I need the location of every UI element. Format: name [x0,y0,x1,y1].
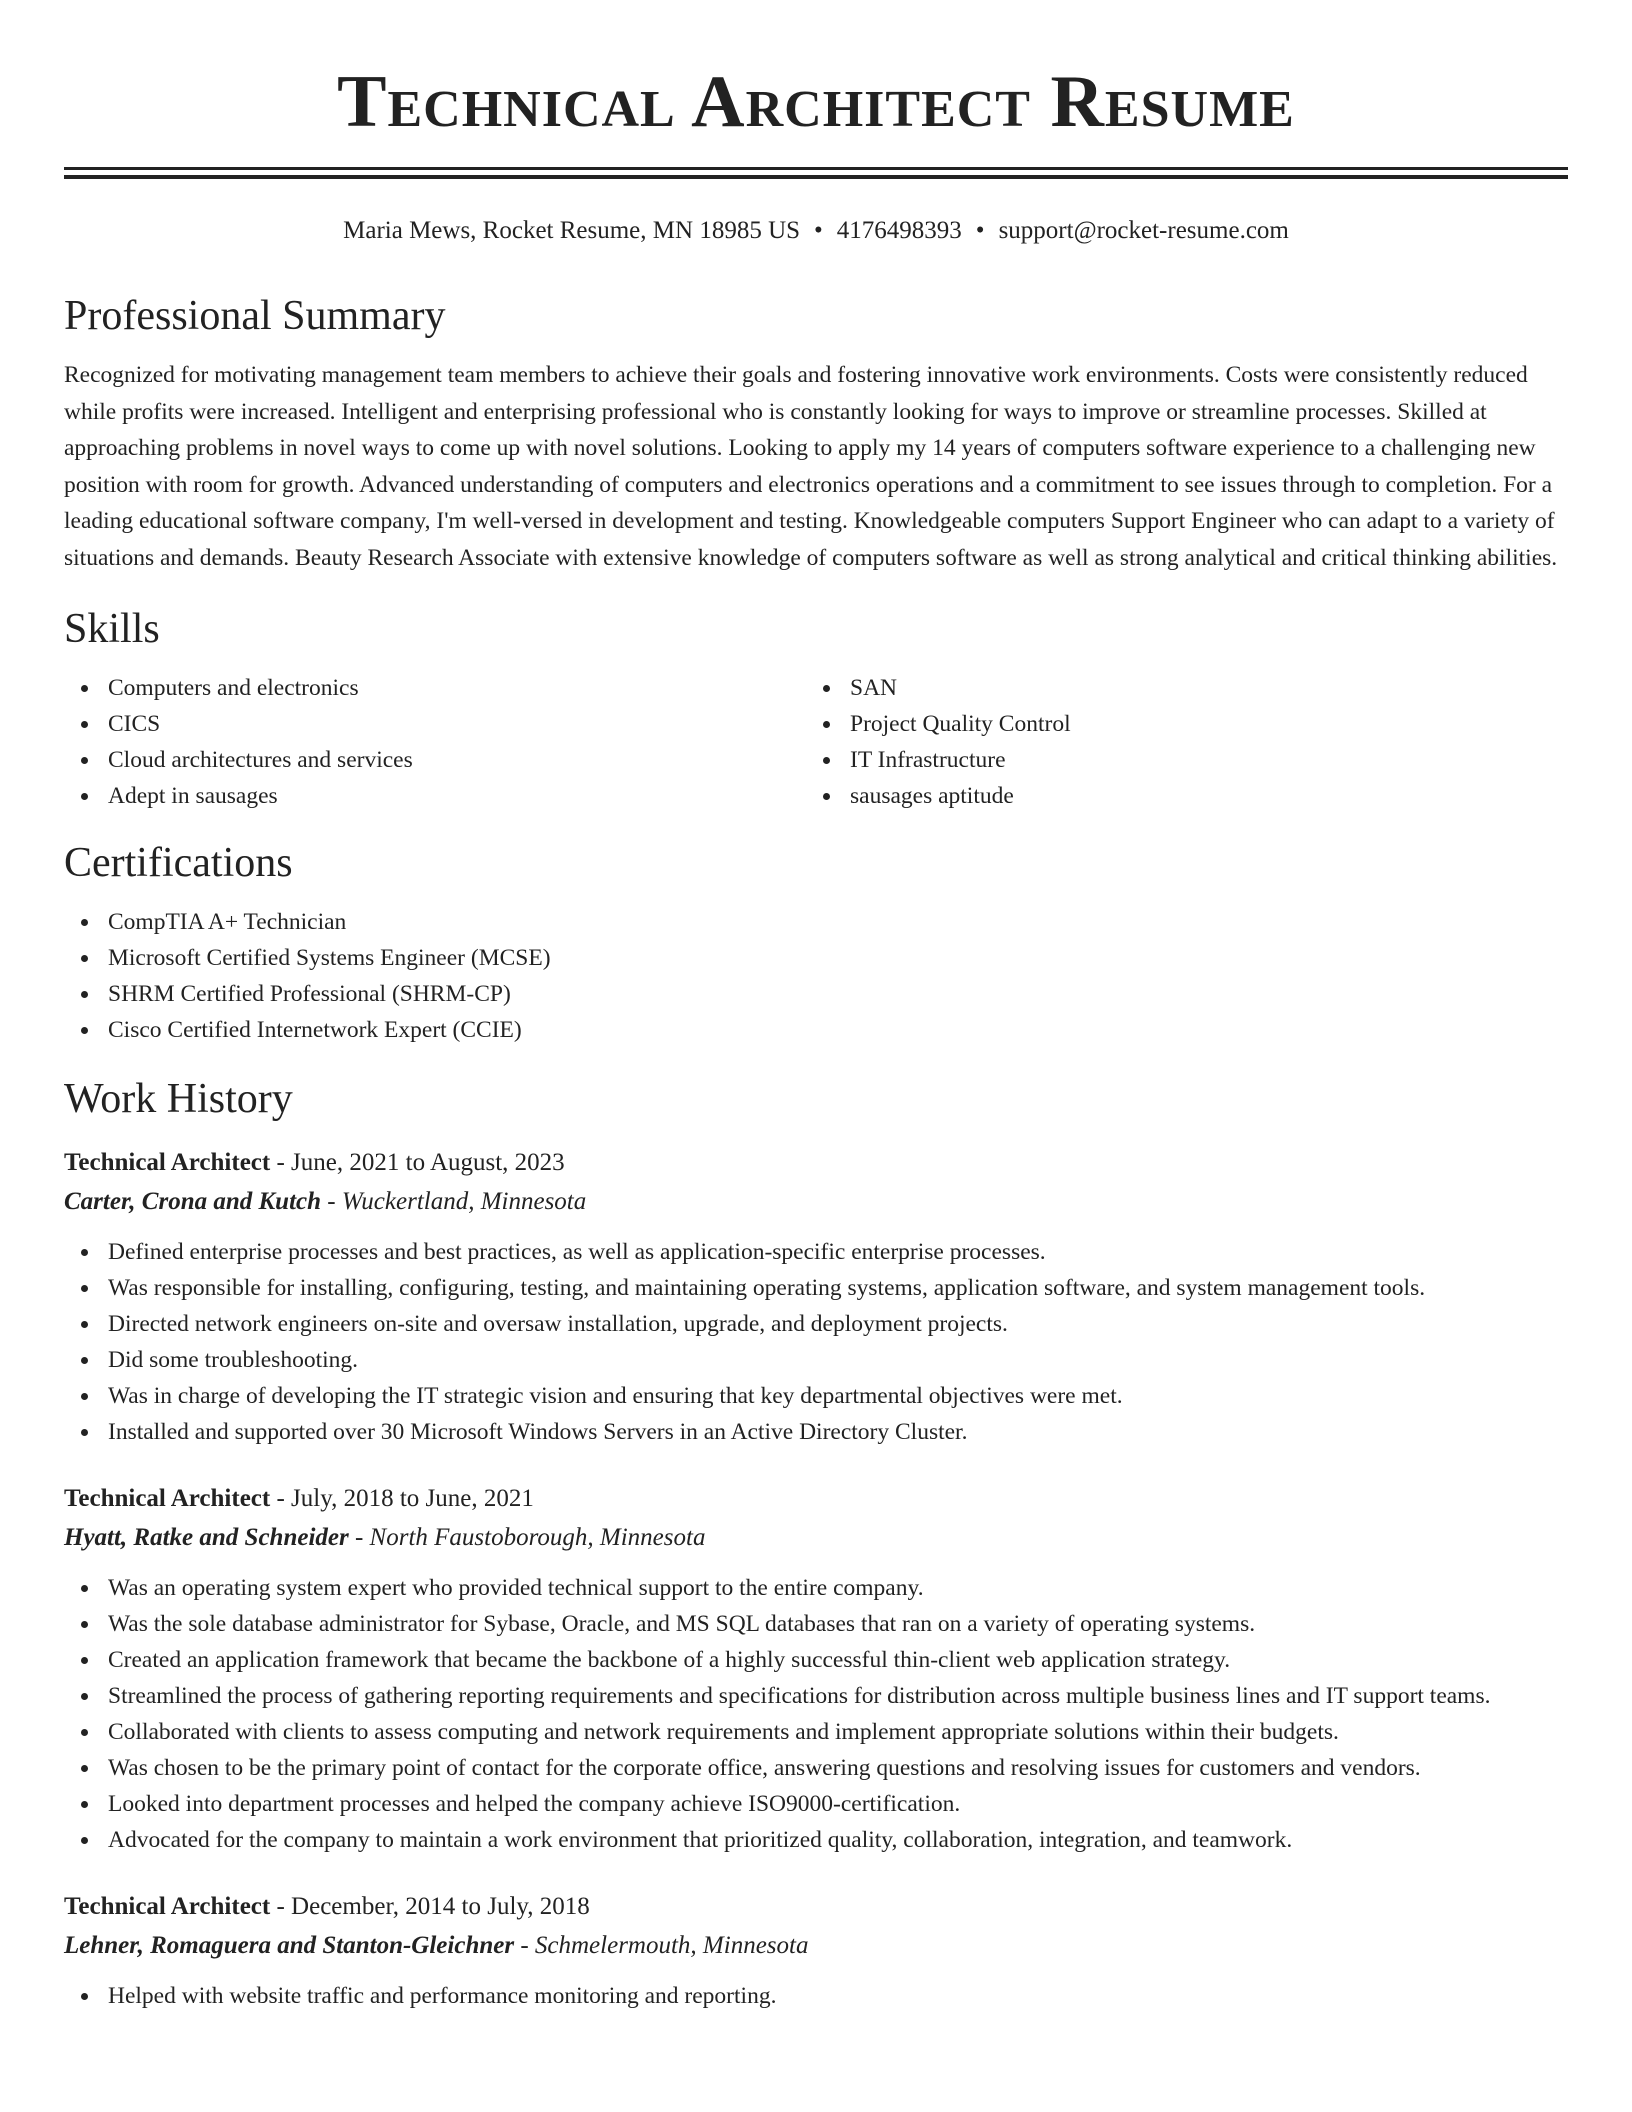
summary-heading: Professional Summary [64,293,446,339]
job-entry [64,1144,1568,1450]
job-duty: Did some troubleshooting. [64,1342,1568,1378]
job-duty: Looked into department processes and helped the company achieve ISO9000-certification. [64,1786,1568,1822]
job-duty: Was the sole database administrator for Sybase, Oracle, and MS SQL databases that ran on a variety of operating systems. [64,1606,1568,1642]
job-duties-list [64,1234,1568,1450]
skill-item: sausages aptitude [806,778,1548,814]
skill-item: CICS [64,706,806,742]
certification-item: CompTIA A+ Technician [64,904,1568,940]
contact-address: Maria Mews, Rocket Resume, MN 18985 US [343,217,801,244]
job-dates: - June, 2021 to August, 2023 [270,1149,565,1176]
skills-heading: Skills [64,606,160,652]
skill-item: IT Infrastructure [806,742,1548,778]
contact-phone: 4176498393 [836,217,962,244]
job-duties-list [64,1570,1568,1858]
job-title: Technical Architect [64,1149,271,1176]
company-line [64,1182,1568,1222]
skill-item: Cloud architectures and services [64,742,806,778]
contact-separator: • [975,217,985,244]
job-entry [64,1888,1568,2014]
work-history-heading: Work History [64,1076,293,1122]
summary-text: Recognized for motivating management team members to achieve their goals and fostering innovative work environments. Costs were consistently reduced while profits were increased. Intelligent and enterprising professional who is constantly looking for ways to improve or streamline processes. Skilled at approaching problems in novel ways to come up with novel solutions. Looking to apply my 14 years of computers software experience to a challenging new position with room for growth. Advanced understanding of computers and electronics operations and a commitment to see issues through to completion. For a leading educational software company, I'm well-versed in development and testing. Knowledgeable computers Support Engineer who can adapt to a variety of situations and demands. Beauty Research Associate with extensive knowledge of computers software as well as strong analytical and critical thinking abilities. [64,362,1558,571]
contact-separator: • [814,217,823,244]
company-name: Carter, Crona and Kutch [64,1188,322,1215]
company-name: Lehner, Romaguera and Stanton-Gleichner [64,1932,515,1959]
job-title-line [64,1144,1568,1182]
work-history-section [64,1074,1568,2014]
job-duty: Defined enterprise processes and best practices, as well as application-specific enterprise processes. [64,1234,1568,1270]
job-duty: Advocated for the company to maintain a work environment that prioritized quality, collaboration, integration, and teamwork. [64,1822,1568,1858]
skill-item: Adept in sausages [64,778,806,814]
job-duty: Was chosen to be the primary point of contact for the corporate office, answering questions and resolving issues for customers and vendors. [64,1750,1568,1786]
resume-title: Technical Architect Resume [337,61,1295,143]
job-dates: - July, 2018 to June, 2021 [270,1485,534,1512]
company-location: - Schmelermouth, Minnesota [514,1932,809,1959]
certifications-section [64,838,1568,1048]
certification-item: Microsoft Certified Systems Engineer (MCSE) [64,940,1568,976]
job-duty: Streamlined the process of gathering reporting requirements and specifications for distribution across multiple business lines and IT support teams. [64,1678,1568,1714]
job-title: Technical Architect [64,1485,271,1512]
skill-item: Project Quality Control [806,706,1548,742]
certification-item: SHRM Certified Professional (SHRM-CP) [64,976,1568,1012]
summary-section [64,291,1568,576]
skill-item: SAN [806,670,1548,706]
company-line [64,1518,1568,1558]
skill-item: Computers and electronics [64,670,806,706]
skills-right-list [806,670,1548,814]
certifications-list [64,904,1568,1048]
title-divider-top [64,167,1568,170]
job-duty: Was in charge of developing the IT strategic vision and ensuring that key departmental objectives were met. [64,1378,1568,1414]
contact-email: support@rocket-resume.com [998,217,1289,244]
company-line [64,1926,1568,1966]
job-duty: Was responsible for installing, configuring, testing, and maintaining operating systems, application software, and system management tools. [64,1270,1568,1306]
job-title-line [64,1480,1568,1518]
job-duty: Helped with website traffic and performance monitoring and reporting. [64,1978,1568,2014]
title-divider-bottom [64,175,1568,179]
skills-columns [64,670,1568,814]
certification-item: Cisco Certified Internetwork Expert (CCIE) [64,1012,1568,1048]
job-duty: Created an application framework that became the backbone of a highly successful thin-client web application strategy. [64,1642,1568,1678]
job-duty: Installed and supported over 30 Microsoft Windows Servers in an Active Directory Cluster. [64,1414,1568,1450]
job-duty: Directed network engineers on-site and oversaw installation, upgrade, and deployment projects. [64,1306,1568,1342]
job-title: Technical Architect [64,1893,271,1920]
job-duty: Collaborated with clients to assess computing and network requirements and implement appropriate solutions within their budgets. [64,1714,1568,1750]
job-duties-list [64,1978,1568,2014]
skills-section [64,604,1568,814]
job-title-line [64,1888,1568,1926]
company-location: - North Faustoborough, Minnesota [348,1524,706,1551]
job-dates: - December, 2014 to July, 2018 [270,1893,590,1920]
job-entry [64,1480,1568,1858]
company-location: - Wuckertland, Minnesota [321,1188,587,1215]
company-name: Hyatt, Ratke and Schneider [64,1524,349,1551]
contact-line [64,215,1568,247]
job-duty: Was an operating system expert who provided technical support to the entire company. [64,1570,1568,1606]
certifications-heading: Certifications [64,840,293,886]
resume-content [64,0,1568,2014]
skills-left-list [64,670,806,814]
